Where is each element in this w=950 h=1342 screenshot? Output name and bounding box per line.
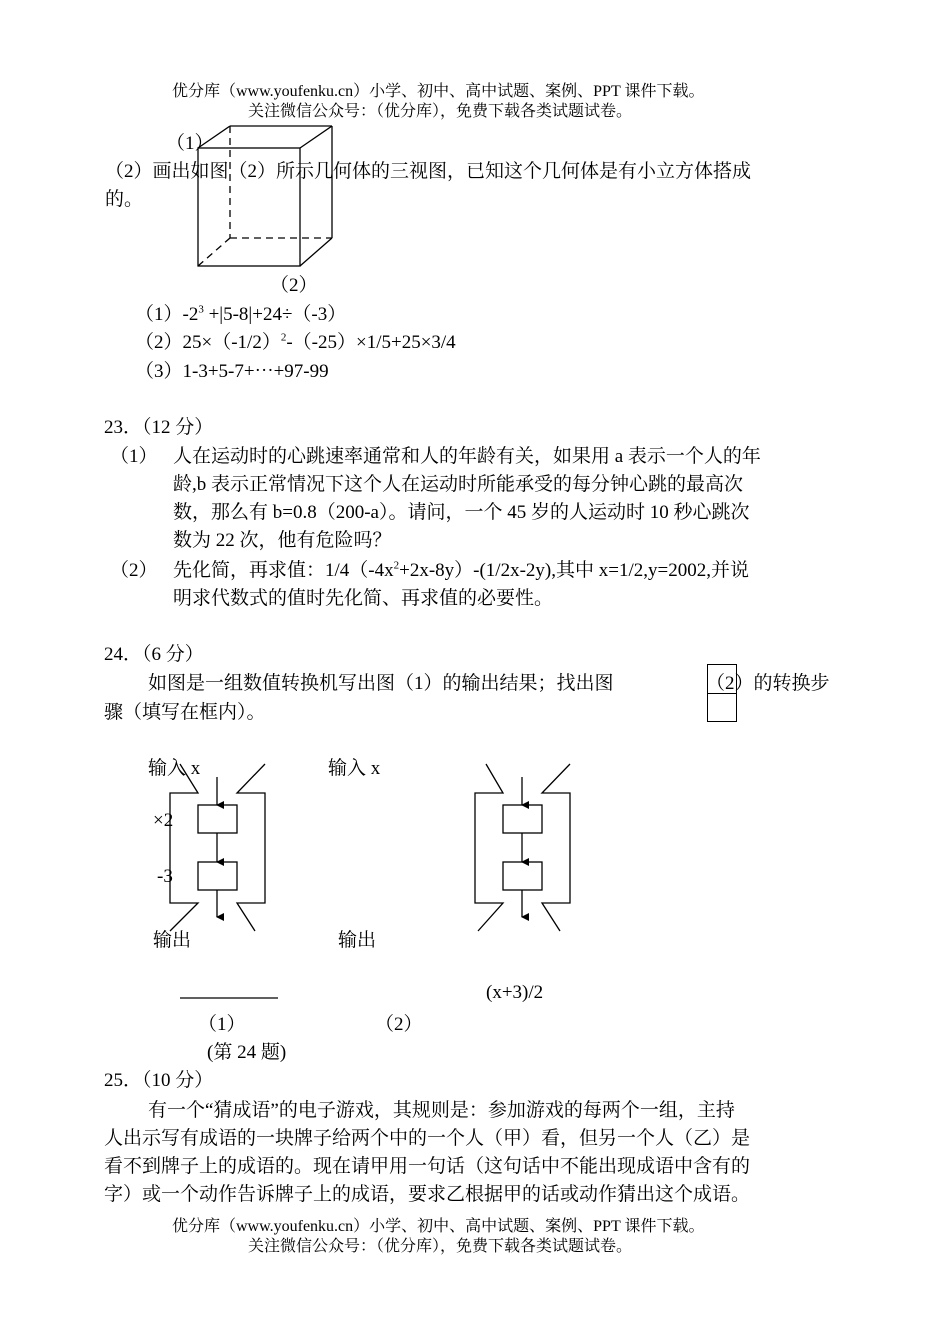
q23-part1-number: （1） [110, 446, 158, 467]
q25-line3: 看不到牌子上的成语的。现在请甲用一句话（这句话中不能出现成语中含有的 [104, 1156, 751, 1177]
q24-title: 24．（6 分） [104, 644, 204, 665]
q25-title: 25．（10 分） [104, 1070, 214, 1091]
q23-part1-line4: 数为 22 次，他有危险吗？ [173, 530, 392, 551]
machine1-caption: （1） [198, 1014, 246, 1035]
header-line-1: 优分库（www.youfenku.cn）小学、初中、高中试题、案例、PPT 课件下载。 [172, 83, 705, 100]
machine2-result: (x+3)/2 [486, 982, 544, 1003]
calc-item-3: （3）1-3+5-7+⋯+97-99 [135, 361, 329, 382]
q23-title: 23．（12 分） [104, 417, 214, 438]
machine2-output-label: 输出 [338, 930, 377, 951]
header-line-2: 关注微信公众号：（优分库），免费下载各类试题试卷。 [248, 103, 633, 120]
q25-line2: 人出示写有成语的一块牌子给两个中的一个人（甲）看，但另一个人（乙）是 [104, 1128, 751, 1149]
q24-line1-b: （2）的转换步 [706, 673, 830, 694]
calc-item-1: $(1)-2^3 +|5-8|+24\div(-3)$ [135, 303, 347, 325]
q23-part1-line1: 人在运动时的心跳速率通常和人的年龄有关，如果用 a 表示一个人的年 [173, 446, 761, 467]
q24-figure-caption: (第 24 题) [207, 1042, 287, 1063]
machine2-input-label: 输入 x [328, 758, 381, 779]
machine1-step2-label: -3 [157, 866, 173, 887]
q23-part1-line3: 数，那么有 b=0.8（200-a）。请问，一个 45 岁的人运动时 10 秒心跳次 [173, 502, 750, 523]
q23-part2-line2: 明求代数式的值时先化简、再求值的必要性。 [173, 588, 554, 609]
figure-label-1: （1） [166, 133, 214, 154]
machine1-output-label: 输出 [153, 930, 192, 951]
machine1-input-label: 输入 x [148, 758, 201, 779]
q23-part2-number: （2） [110, 560, 158, 581]
q25-line4: 字）或一个动作告诉牌子上的成语，要求乙根据甲的话或动作猜出这个成语。 [104, 1184, 751, 1205]
q24-line2: 骤（填写在框内）。 [104, 702, 266, 723]
q24-line1-a: 如图是一组数值转换机写出图（1）的输出结果；找出图 [148, 673, 614, 694]
q23-part1-line2: 龄,b 表示正常情况下这个人在运动时所能承受的每分钟心跳的最高次 [173, 474, 744, 495]
footer-line-1: 优分库（www.youfenku.cn）小学、初中、高中试题、案例、PPT 课件下载。 [172, 1218, 705, 1235]
machine2-caption: （2） [375, 1014, 423, 1035]
q23-part2-line1: 先化简，再求值：$1/4(-4x^2+2x-8y)-(1/2x-2y)$,其中 x=1/2,y=2002,并说 [173, 559, 749, 581]
footer-line-2: 关注微信公众号：（优分库），免费下载各类试题试卷。 [248, 1238, 633, 1255]
draw-question-line-1: （2）画出如图（2）所示几何体的三视图，已知这个几何体是有小立方体搭成 [105, 161, 752, 182]
draw-question-line-2: 的。 [105, 189, 144, 210]
calc-item-2: $(2)25\times(-1/2)^2-(-25)\times 1/5+25\times 3/4$ [135, 331, 456, 353]
q25-line1: 有一个“猜成语”的电子游戏，其规则是：参加游戏的每两个一组，主持 [148, 1100, 735, 1121]
figure-label-2: （2） [270, 275, 318, 296]
machine1-step1-label: ×2 [153, 810, 174, 831]
